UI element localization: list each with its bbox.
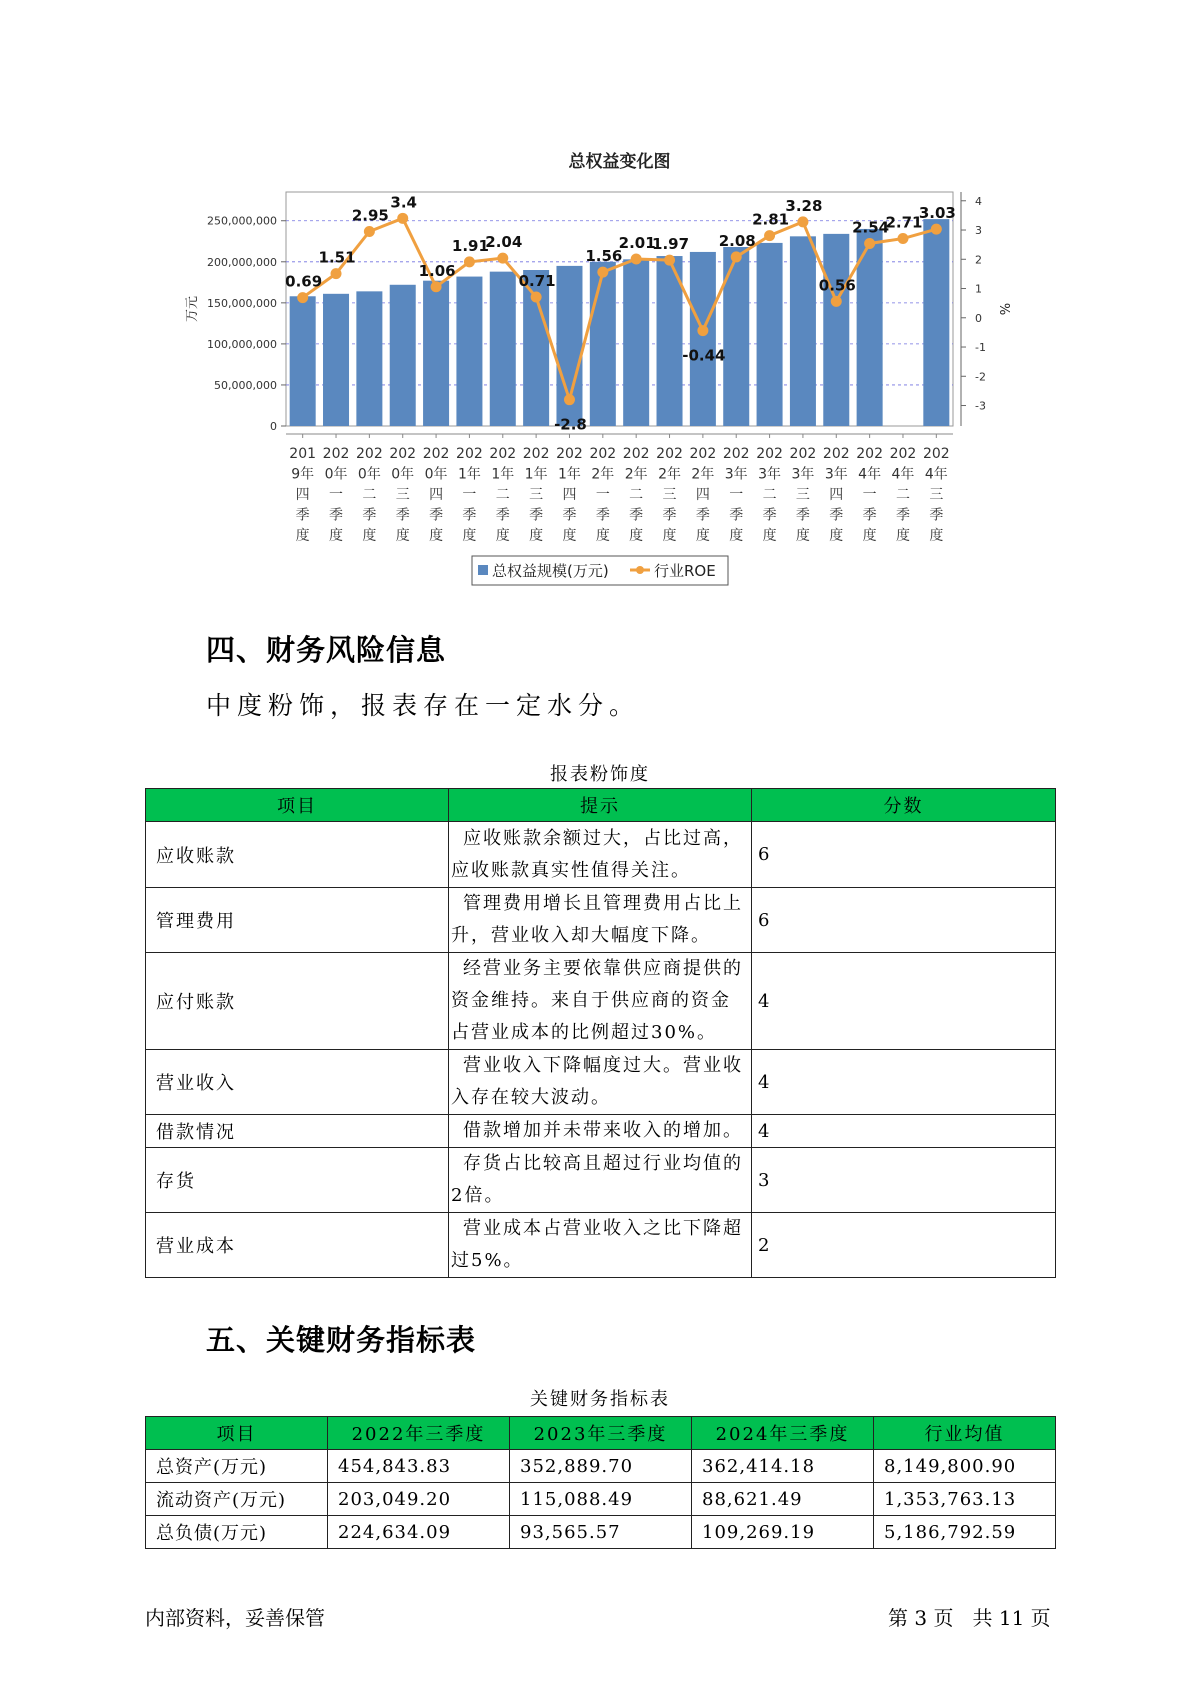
x-tick-label: 202 — [456, 446, 483, 462]
row-item: 流动资产(万元) — [146, 1483, 328, 1516]
row-tip: 借款增加并未带来收入的增加。 — [449, 1115, 752, 1148]
x-tick-label: 202 — [789, 446, 817, 462]
row-score: 4 — [752, 1050, 1056, 1115]
bar — [423, 281, 449, 426]
x-tick-label: 季 — [762, 507, 777, 524]
legend-line-marker — [636, 566, 644, 574]
bar — [590, 262, 616, 426]
x-tick-label: 3年 — [824, 466, 848, 483]
x-tick-label: 202 — [589, 446, 617, 462]
kpi-table — [145, 1416, 1056, 1549]
row-score: 4 — [752, 953, 1056, 1050]
risk-table-header — [146, 789, 1056, 822]
roe-data-label: 3.28 — [785, 196, 823, 215]
roe-data-label: 1.51 — [318, 248, 356, 267]
row-value: 88,621.49 — [692, 1483, 874, 1516]
x-tick-label: 度 — [495, 528, 510, 544]
x-tick-label: 季 — [295, 507, 310, 524]
x-tick-label: 四 — [562, 487, 577, 503]
x-tick-label: 202 — [422, 446, 450, 462]
roe-data-label: 0.71 — [518, 272, 556, 291]
row-item: 应付账款 — [146, 953, 449, 1050]
x-tick-label: 202 — [322, 446, 350, 462]
roe-point — [297, 292, 308, 303]
x-tick-label: 四 — [429, 487, 444, 503]
kpi-table-caption: 关键财务指标表 — [530, 1389, 670, 1410]
x-tick-label: 季 — [695, 507, 710, 524]
roe-data-label: 2.54 — [852, 218, 890, 237]
x-tick-label: 二 — [362, 487, 377, 503]
roe-data-label: 0.56 — [818, 276, 856, 295]
row-score: 4 — [752, 1115, 1056, 1148]
header-2023q3: 2023年三季度 — [510, 1417, 692, 1450]
bar — [790, 236, 816, 426]
x-tick-label: 一 — [595, 487, 610, 503]
x-tick-label: 0年 — [391, 466, 415, 483]
header-item: 项目 — [146, 1417, 328, 1450]
row-tip: 应收账款余额过大，占比过高，应收账款真实性值得关注。 — [449, 822, 752, 888]
roe-data-label: -0.44 — [682, 346, 726, 365]
row-score: 2 — [752, 1213, 1056, 1278]
roe-point — [364, 226, 375, 237]
x-tick-label: 202 — [356, 446, 383, 462]
x-tick-label: 0年 — [324, 466, 348, 483]
roe-data-label: 3.4 — [390, 193, 418, 212]
row-item: 存货 — [146, 1148, 449, 1213]
roe-point — [697, 325, 708, 336]
x-tick-label: 3年 — [791, 466, 815, 483]
table-row — [146, 822, 1056, 888]
row-score: 6 — [752, 822, 1056, 888]
y-right-tick-label: 2 — [975, 253, 982, 267]
y-left-tick-label: 0 — [270, 420, 277, 433]
y-left-axis-label: 万元 — [185, 295, 200, 323]
y-right-tick-label: -2 — [975, 370, 986, 384]
kpi-table-header — [146, 1417, 1056, 1450]
row-value: 115,088.49 — [510, 1483, 692, 1516]
row-item: 应收账款 — [146, 822, 449, 888]
bar — [490, 272, 516, 426]
bar — [390, 285, 416, 426]
table-row — [146, 1213, 1056, 1278]
row-value: 1,353,763.13 — [874, 1483, 1056, 1516]
roe-point — [931, 224, 942, 235]
roe-point — [597, 267, 608, 278]
x-tick-label: 1年 — [558, 466, 581, 483]
y-right-tick-label: -1 — [975, 341, 986, 355]
x-tick-label: 季 — [629, 507, 644, 524]
x-tick-label: 202 — [856, 446, 883, 462]
x-tick-label: 四 — [829, 487, 844, 503]
x-tick-label: 季 — [562, 507, 577, 524]
roe-point — [731, 251, 742, 262]
y-right-tick-label: 4 — [975, 194, 982, 208]
x-tick-label: 4年 — [858, 466, 882, 483]
x-tick-label: 度 — [529, 528, 544, 544]
x-tick-label: 度 — [729, 528, 744, 544]
x-tick-label: 二 — [762, 487, 777, 503]
roe-point — [897, 233, 908, 244]
x-tick-label: 三 — [395, 487, 410, 503]
roe-point — [431, 281, 442, 292]
equity-chart — [0, 0, 1191, 600]
row-tip: 管理费用增长且管理费用占比上升，营业收入却大幅度下降。 — [449, 888, 752, 953]
x-tick-label: 季 — [362, 507, 377, 524]
roe-point — [531, 292, 542, 303]
x-tick-label: 四 — [295, 487, 310, 503]
header-2024q3: 2024年三季度 — [692, 1417, 874, 1450]
row-value: 5,186,792.59 — [874, 1516, 1056, 1549]
row-score: 3 — [752, 1148, 1056, 1213]
x-tick-label: 202 — [722, 446, 750, 462]
roe-data-label: 2.08 — [718, 231, 756, 250]
x-tick-label: 202 — [389, 446, 417, 462]
header-industry-avg: 行业均值 — [874, 1417, 1056, 1450]
roe-data-label: 1.56 — [585, 247, 623, 266]
y-left-tick-label: 150,000,000 — [207, 296, 277, 310]
x-tick-label: 季 — [929, 507, 944, 524]
x-tick-label: 季 — [895, 507, 910, 524]
legend-line-label: 行业ROE — [654, 562, 716, 580]
row-tip: 营业收入下降幅度过大。营业收入存在较大波动。 — [449, 1050, 752, 1115]
roe-data-label: 2.81 — [752, 210, 790, 229]
x-tick-label: 季 — [662, 507, 677, 524]
x-tick-label: 一 — [862, 487, 877, 503]
x-tick-label: 2年 — [658, 466, 681, 483]
bar — [290, 296, 316, 426]
x-tick-label: 201 — [289, 446, 317, 462]
row-item: 借款情况 — [146, 1115, 449, 1148]
roe-point — [564, 394, 575, 405]
x-tick-label: 1年 — [491, 466, 515, 483]
x-tick-label: 度 — [562, 528, 577, 544]
roe-point — [331, 268, 342, 279]
row-value: 352,889.70 — [510, 1450, 692, 1483]
risk-table-caption: 报表粉饰度 — [550, 764, 650, 785]
chart-title: 总权益变化图 — [568, 152, 671, 172]
risk-table — [145, 788, 1056, 1278]
x-tick-label: 度 — [895, 528, 910, 544]
roe-data-label: 2.71 — [885, 213, 923, 232]
roe-point — [797, 216, 808, 227]
x-tick-label: 季 — [462, 507, 477, 524]
table-row — [146, 1483, 1056, 1516]
x-tick-label: 2年 — [591, 466, 615, 483]
y-left-tick-label: 50,000,000 — [214, 378, 277, 392]
table-row — [146, 888, 1056, 953]
x-tick-label: 度 — [329, 528, 344, 544]
roe-point — [497, 253, 508, 264]
x-tick-label: 4年 — [891, 466, 915, 483]
x-tick-label: 2年 — [624, 466, 648, 483]
roe-data-label: 3.03 — [918, 204, 956, 223]
x-tick-label: 9年 — [291, 466, 315, 483]
header-2022q3: 2022年三季度 — [328, 1417, 510, 1450]
footer-note: 内部资料，妥善保管 — [145, 1606, 325, 1630]
roe-point — [664, 255, 675, 266]
header-score: 分数 — [752, 789, 1056, 822]
section5-title: 五、关键财务指标表 — [206, 1323, 477, 1357]
row-item: 总资产(万元) — [146, 1450, 328, 1483]
x-tick-label: 季 — [429, 507, 444, 524]
row-value: 93,565.57 — [510, 1516, 692, 1549]
x-tick-label: 202 — [822, 446, 850, 462]
roe-point — [764, 230, 775, 241]
legend-bar-swatch — [478, 565, 488, 575]
x-tick-label: 季 — [795, 507, 810, 524]
x-tick-label: 0年 — [357, 466, 381, 483]
x-tick-label: 一 — [329, 487, 344, 503]
y-left-tick-label: 100,000,000 — [207, 337, 277, 351]
header-tip: 提示 — [449, 789, 752, 822]
roe-data-label: 0.69 — [285, 272, 323, 291]
x-tick-label: 度 — [762, 528, 777, 544]
legend-bar-label: 总权益规模(万元) — [492, 562, 609, 580]
x-tick-label: 二 — [895, 487, 910, 503]
row-item: 管理费用 — [146, 888, 449, 953]
x-tick-label: 季 — [395, 507, 410, 524]
x-tick-label: 度 — [395, 528, 410, 544]
table-row — [146, 953, 1056, 1050]
y-right-tick-label: 0 — [975, 311, 982, 325]
row-tip: 营业成本占营业收入之比下降超过5%。 — [449, 1213, 752, 1278]
x-tick-label: 202 — [489, 446, 517, 462]
x-tick-label: 季 — [862, 507, 877, 524]
x-tick-label: 季 — [595, 507, 610, 524]
roe-data-label: 2.04 — [485, 233, 523, 252]
page-number: 第 3 页 共 11 页 — [888, 1606, 1051, 1630]
y-right-tick-label: 1 — [975, 282, 982, 296]
x-tick-label: 季 — [495, 507, 510, 524]
x-tick-label: 二 — [495, 487, 510, 503]
x-tick-label: 2年 — [691, 466, 715, 483]
roe-point — [464, 256, 475, 267]
roe-point — [397, 213, 408, 224]
row-item: 营业成本 — [146, 1213, 449, 1278]
x-tick-label: 202 — [689, 446, 717, 462]
row-score: 6 — [752, 888, 1056, 953]
bar — [323, 294, 349, 426]
x-tick-label: 季 — [529, 507, 544, 524]
x-tick-label: 度 — [795, 528, 810, 544]
x-tick-label: 季 — [829, 507, 844, 524]
x-tick-label: 202 — [622, 446, 650, 462]
y-right-axis-label: % — [996, 302, 1011, 316]
table-row — [146, 1148, 1056, 1213]
x-tick-label: 度 — [462, 528, 477, 544]
y-right-tick-label: -3 — [975, 399, 986, 413]
x-tick-label: 一 — [462, 487, 477, 503]
bar — [757, 243, 783, 426]
row-value: 362,414.18 — [692, 1450, 874, 1483]
table-row — [146, 1050, 1056, 1115]
x-tick-label: 202 — [889, 446, 917, 462]
x-tick-label: 度 — [662, 528, 677, 544]
x-tick-label: 三 — [795, 487, 810, 503]
x-tick-label: 一 — [729, 487, 744, 503]
x-tick-label: 三 — [529, 487, 544, 503]
row-value: 109,269.19 — [692, 1516, 874, 1549]
roe-data-label: 1.06 — [418, 261, 456, 280]
row-value: 8,149,800.90 — [874, 1450, 1056, 1483]
x-tick-label: 度 — [695, 528, 710, 544]
x-tick-label: 度 — [629, 528, 644, 544]
row-item: 营业收入 — [146, 1050, 449, 1115]
x-tick-label: 202 — [522, 446, 550, 462]
x-tick-label: 202 — [756, 446, 783, 462]
y-left-tick-label: 250,000,000 — [207, 214, 277, 228]
x-tick-label: 202 — [656, 446, 683, 462]
row-value: 454,843.83 — [328, 1450, 510, 1483]
x-tick-label: 3年 — [724, 466, 748, 483]
roe-data-label: 1.97 — [652, 235, 690, 254]
row-item: 总负债(万元) — [146, 1516, 328, 1549]
x-tick-label: 度 — [295, 528, 310, 544]
bar — [456, 277, 482, 426]
table-row — [146, 1450, 1056, 1483]
x-tick-label: 202 — [556, 446, 583, 462]
x-tick-label: 度 — [595, 528, 610, 544]
x-tick-label: 季 — [329, 507, 344, 524]
y-right-tick-label: 3 — [975, 224, 982, 238]
risk-summary: 中度粉饰，报表存在一定水分。 — [206, 691, 641, 720]
x-tick-label: 二 — [629, 487, 644, 503]
row-value: 203,049.20 — [328, 1483, 510, 1516]
x-tick-label: 季 — [729, 507, 744, 524]
x-tick-label: 度 — [929, 528, 944, 544]
bar — [923, 219, 949, 426]
section4-title: 四、财务风险信息 — [206, 633, 447, 667]
roe-point — [831, 296, 842, 307]
roe-data-label: 1.91 — [451, 236, 489, 255]
x-tick-label: 度 — [429, 528, 444, 544]
x-tick-label: 202 — [922, 446, 950, 462]
x-tick-label: 0年 — [424, 466, 448, 483]
bar — [623, 259, 649, 426]
x-tick-label: 3年 — [758, 466, 782, 483]
roe-data-label: 2.95 — [351, 206, 389, 225]
chart-canvas — [0, 0, 1191, 600]
x-tick-label: 1年 — [524, 466, 548, 483]
x-tick-label: 三 — [929, 487, 944, 503]
x-tick-label: 四 — [695, 487, 710, 503]
bar — [823, 234, 849, 426]
roe-data-label: 2.01 — [618, 233, 656, 252]
row-tip: 存货占比较高且超过行业均值的2倍。 — [449, 1148, 752, 1213]
table-row — [146, 1115, 1056, 1148]
row-tip: 经营业务主要依靠供应商提供的资金维持。来自于供应商的资金占营业成本的比例超过30%。 — [449, 953, 752, 1050]
row-value: 224,634.09 — [328, 1516, 510, 1549]
header-item: 项目 — [146, 789, 449, 822]
bar — [690, 252, 716, 426]
bar — [356, 291, 382, 426]
roe-point — [864, 238, 875, 249]
x-tick-label: 度 — [829, 528, 844, 544]
x-tick-label: 度 — [362, 528, 377, 544]
roe-point — [631, 253, 642, 264]
table-row — [146, 1516, 1056, 1549]
x-tick-label: 三 — [662, 487, 677, 503]
roe-data-label: -2.8 — [554, 415, 587, 434]
x-tick-label: 4年 — [924, 466, 948, 483]
x-tick-label: 1年 — [457, 466, 481, 483]
y-left-tick-label: 200,000,000 — [207, 255, 277, 269]
x-tick-label: 度 — [862, 528, 877, 544]
